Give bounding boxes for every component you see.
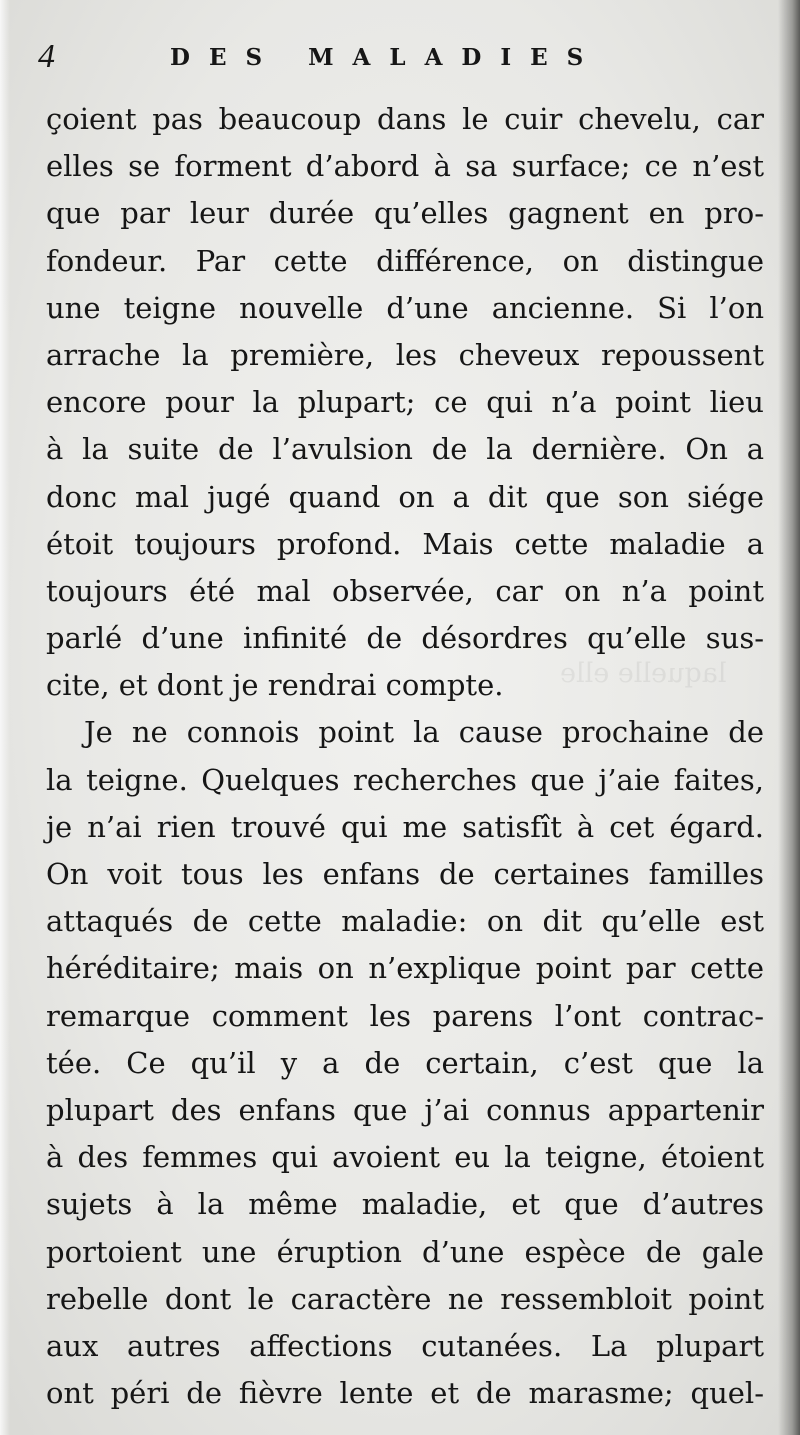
text-line: elles se forment d’abord à sa surface; ce n’est: [46, 149, 764, 184]
running-head: DES MALADIES: [170, 44, 603, 71]
text-line: je n’ai rien trouvé qui me satisfît à cet égard.: [46, 809, 764, 844]
page-number: 4: [38, 38, 55, 75]
text-line: à des femmes qui avoient eu la teigne, étoient: [46, 1140, 764, 1175]
text-line: parlé d’une infinité de désordres qu’elle sus-: [46, 621, 764, 656]
paragraph-1: [46, 96, 764, 709]
text-line: ont péri de fièvre lente et de marasme; quel-: [46, 1376, 764, 1411]
text-line: toujours été mal observée, car on n’a point: [46, 573, 764, 608]
text-line: remarque comment les parens l’ont contrac-: [46, 998, 764, 1033]
text-line: attaqués de cette maladie: on dit qu’elle est: [46, 904, 764, 939]
text-line: fondeur. Par cette différence, on distingue: [46, 243, 764, 278]
show-through-text: laquelle elle: [560, 658, 727, 689]
text-line: aux autres affections cutanées. La plupart: [46, 1328, 764, 1363]
text-line: donc mal jugé quand on a dit que son siége: [46, 479, 764, 514]
text-line: sujets à la même maladie, et que d’autres: [46, 1187, 764, 1222]
text-line: la teigne. Quelques recherches que j’aie faites,: [46, 762, 764, 797]
text-line: une teigne nouvelle d’une ancienne. Si l’on: [46, 290, 764, 325]
text-line: çoient pas beaucoup dans le cuir chevelu, car: [46, 102, 764, 136]
text-line: On voit tous les enfans de certaines familles: [46, 857, 764, 891]
text-line: rebelle dont le caractère ne ressembloit point: [46, 1281, 764, 1316]
text-line: à la suite de l’avulsion de la dernière. On a: [46, 432, 764, 467]
text-line: plupart des enfans que j’ai connus appartenir: [46, 1092, 764, 1127]
text-line: cite, et dont je rendrai compte.: [46, 668, 504, 703]
text-line: que par leur durée qu’elles gagnent en pro-: [46, 196, 764, 231]
text-line: arrache la première, les cheveux repoussent: [46, 337, 764, 372]
text-line: portoient une éruption d’une espèce de gale: [46, 1234, 764, 1269]
text-line: Je ne connois point la cause prochaine de: [84, 715, 764, 750]
page-header: [38, 38, 778, 82]
text-line: héréditaire; mais on n’explique point par cette: [46, 951, 764, 986]
body-text: [46, 96, 764, 1417]
text-line: tée. Ce qu’il y a de certain, c’est que la: [46, 1045, 764, 1080]
page-gutter-shadow: [778, 0, 800, 1435]
page-left-edge: [0, 0, 10, 1435]
paragraph-2: [46, 709, 764, 1417]
text-line: encore pour la plupart; ce qui n’a point lieu: [46, 385, 764, 420]
text-line: étoit toujours profond. Mais cette maladie a: [46, 526, 764, 561]
